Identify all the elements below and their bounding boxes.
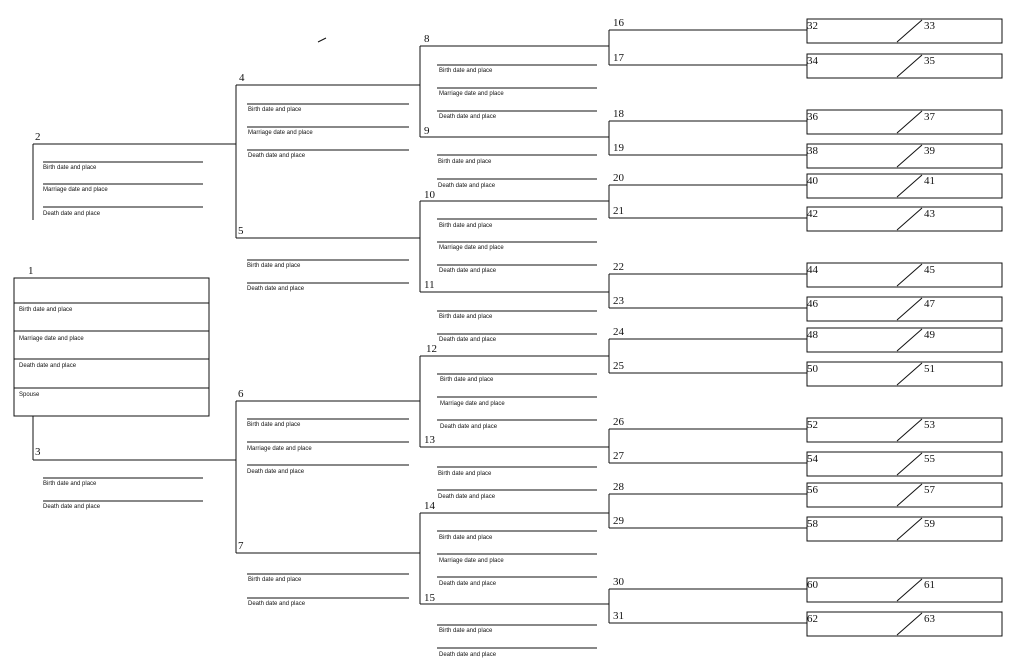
person-5 <box>236 225 420 292</box>
person-number-17: 17 <box>613 52 624 64</box>
person-4 <box>236 72 420 159</box>
marriage-label: Marriage date and place <box>439 245 504 251</box>
death-label: Death date and place <box>43 211 101 217</box>
death-label: Death date and place <box>438 494 496 500</box>
death-label: Death date and place <box>438 183 496 189</box>
person-number-6: 6 <box>238 388 244 400</box>
person-number-26: 26 <box>613 416 624 428</box>
person-26 <box>609 416 807 429</box>
parents-box-frame <box>807 612 1002 636</box>
person-number-23: 23 <box>613 295 624 307</box>
mother-number: 39 <box>924 145 935 157</box>
parents-box-frame <box>807 144 1002 168</box>
person-number-16: 16 <box>613 17 624 29</box>
parents-box <box>807 144 1002 168</box>
parents-box <box>807 517 1002 541</box>
mother-number: 51 <box>924 363 935 375</box>
father-number: 44 <box>807 264 818 276</box>
father-number: 32 <box>807 20 818 32</box>
birth-label: Birth date and place <box>438 159 492 165</box>
parents-box <box>807 612 1002 636</box>
death-label: Death date and place <box>439 114 497 120</box>
person-19 <box>609 142 807 155</box>
divider-slash <box>897 579 922 601</box>
person-number-12: 12 <box>426 343 437 355</box>
parents-box-frame <box>807 297 1002 321</box>
person-18 <box>609 108 807 121</box>
marriage-label: Marriage date and place <box>247 446 312 452</box>
person-number-19: 19 <box>613 142 624 154</box>
marriage-label: Marriage date and place <box>439 91 504 97</box>
mother-number: 53 <box>924 419 935 431</box>
parents-box-frame <box>807 483 1002 507</box>
father-number: 50 <box>807 363 818 375</box>
person-22 <box>609 261 807 274</box>
birth-label: Birth date and place <box>439 628 493 634</box>
birth-label: Birth date and place <box>247 422 301 428</box>
divider-slash <box>897 484 922 506</box>
spouse-label: Spouse <box>19 392 40 398</box>
father-number: 62 <box>807 613 818 625</box>
parents-box-frame <box>807 362 1002 386</box>
parents-box <box>807 328 1002 352</box>
father-number: 42 <box>807 208 818 220</box>
divider-slash <box>897 453 922 475</box>
person-number-21: 21 <box>613 205 624 217</box>
parents-box-frame <box>807 174 1002 198</box>
marriage-label: Marriage date and place <box>43 187 108 193</box>
death-label: Death date and place <box>248 153 306 159</box>
divider-slash <box>897 264 922 286</box>
death-label: Death date and place <box>247 469 305 475</box>
divider-slash <box>897 298 922 320</box>
mother-number: 61 <box>924 579 935 591</box>
death-label: Death date and place <box>43 504 101 510</box>
parents-box-frame <box>807 517 1002 541</box>
divider-slash <box>897 518 922 540</box>
birth-label: Birth date and place <box>438 471 492 477</box>
parents-box <box>807 452 1002 476</box>
person-14 <box>420 500 609 587</box>
person-number-10: 10 <box>424 189 435 201</box>
father-number: 38 <box>807 145 818 157</box>
parents-box <box>807 263 1002 287</box>
divider-slash <box>897 175 922 197</box>
person-number-31: 31 <box>613 610 624 622</box>
mother-number: 41 <box>924 175 935 187</box>
person-21 <box>609 205 807 218</box>
person-number-11: 11 <box>424 279 435 291</box>
parents-box-frame <box>807 19 1002 43</box>
person-30 <box>609 576 807 589</box>
parents-box <box>807 418 1002 442</box>
birth-label: Birth date and place <box>247 263 301 269</box>
death-label: Death date and place <box>439 268 497 274</box>
death-label: Death date and place <box>440 424 498 430</box>
person-number-27: 27 <box>613 450 624 462</box>
person-number-2: 2 <box>35 131 41 143</box>
person-number-5: 5 <box>238 225 244 237</box>
parents-box <box>807 362 1002 386</box>
mother-number: 57 <box>924 484 935 496</box>
person-1-box <box>14 278 209 416</box>
person-number-1: 1 <box>28 265 34 277</box>
person-number-4: 4 <box>239 72 245 84</box>
parents-box-frame <box>807 452 1002 476</box>
person-number-30: 30 <box>613 576 624 588</box>
divider-slash <box>897 419 922 441</box>
father-number: 36 <box>807 111 818 123</box>
person-28 <box>609 481 807 494</box>
birth-label: Birth date and place <box>439 314 493 320</box>
marriage-label: Marriage date and place <box>248 130 313 136</box>
death-label: Death date and place <box>248 601 306 607</box>
father-number: 60 <box>807 579 818 591</box>
father-number: 48 <box>807 329 818 341</box>
birth-label: Birth date and place <box>439 68 493 74</box>
person-number-14: 14 <box>424 500 435 512</box>
marriage-label: Marriage date and place <box>439 558 504 564</box>
parents-box-frame <box>807 418 1002 442</box>
divider-slash <box>897 145 922 167</box>
birth-label: Birth date and place <box>19 307 73 313</box>
parents-box <box>807 174 1002 198</box>
mother-number: 33 <box>924 20 935 32</box>
birth-label: Birth date and place <box>439 535 493 541</box>
parents-box-frame <box>807 328 1002 352</box>
death-label: Death date and place <box>247 286 305 292</box>
parents-box <box>807 110 1002 134</box>
parents-box <box>807 578 1002 602</box>
mother-number: 63 <box>924 613 935 625</box>
generation-5 <box>609 17 807 623</box>
mother-number: 35 <box>924 55 935 67</box>
birth-label: Birth date and place <box>440 377 494 383</box>
person-8 <box>420 33 609 120</box>
person-24 <box>609 326 807 339</box>
father-number: 40 <box>807 175 818 187</box>
divider-slash <box>897 208 922 230</box>
person-number-25: 25 <box>613 360 624 372</box>
death-label: Death date and place <box>439 337 497 343</box>
parents-box-frame <box>807 578 1002 602</box>
person-number-15: 15 <box>424 592 435 604</box>
person-number-9: 9 <box>424 125 430 137</box>
divider-slash <box>897 363 922 385</box>
parents-box-frame <box>807 207 1002 231</box>
mother-number: 49 <box>924 329 935 341</box>
parents-box-frame <box>807 110 1002 134</box>
person-number-8: 8 <box>424 33 430 45</box>
person-10 <box>420 189 609 274</box>
father-number: 46 <box>807 298 818 310</box>
divider-slash <box>897 613 922 635</box>
person-23 <box>609 295 807 308</box>
parents-box <box>807 483 1002 507</box>
person-12 <box>420 343 609 430</box>
birth-label: Birth date and place <box>439 223 493 229</box>
parents-box <box>807 297 1002 321</box>
person-31 <box>609 610 807 623</box>
person-number-3: 3 <box>35 446 41 458</box>
father-number: 34 <box>807 55 818 67</box>
father-number: 52 <box>807 419 818 431</box>
person-number-29: 29 <box>613 515 624 527</box>
father-number: 58 <box>807 518 818 530</box>
divider-slash <box>897 329 922 351</box>
father-number: 56 <box>807 484 818 496</box>
person-number-7: 7 <box>238 540 244 552</box>
person-number-24: 24 <box>613 326 624 338</box>
person-29 <box>609 515 807 528</box>
death-label: Death date and place <box>439 581 497 587</box>
parents-box-frame <box>807 263 1002 287</box>
marriage-label: Marriage date and place <box>440 401 505 407</box>
divider-slash <box>897 55 922 77</box>
parents-box <box>807 207 1002 231</box>
death-label: Death date and place <box>439 652 497 658</box>
birth-label: Birth date and place <box>43 481 97 487</box>
person-number-18: 18 <box>613 108 624 120</box>
person-2 <box>33 131 236 220</box>
person-15 <box>420 592 609 658</box>
stray-mark <box>318 38 326 42</box>
mother-number: 45 <box>924 264 935 276</box>
person-11 <box>420 279 609 343</box>
parents-box <box>807 19 1002 43</box>
mother-number: 59 <box>924 518 935 530</box>
person-7 <box>236 540 420 607</box>
person-16 <box>609 17 807 30</box>
father-number: 54 <box>807 453 818 465</box>
person-25 <box>609 360 807 373</box>
birth-label: Birth date and place <box>248 107 302 113</box>
parents-box <box>807 54 1002 78</box>
mother-number: 47 <box>924 298 935 310</box>
death-label: Death date and place <box>19 363 77 369</box>
person-27 <box>609 450 807 463</box>
person-6 <box>236 388 420 475</box>
person-number-13: 13 <box>424 434 435 446</box>
mother-number: 55 <box>924 453 935 465</box>
person-number-20: 20 <box>613 172 624 184</box>
birth-label: Birth date and place <box>248 577 302 583</box>
marriage-label: Marriage date and place <box>19 336 84 342</box>
parents-box-frame <box>807 54 1002 78</box>
person-number-22: 22 <box>613 261 624 273</box>
generation-6-boxes <box>807 19 1002 636</box>
divider-slash <box>897 111 922 133</box>
person-13 <box>420 434 609 500</box>
mother-number: 43 <box>924 208 935 220</box>
person-9 <box>420 125 609 189</box>
birth-label: Birth date and place <box>43 165 97 171</box>
person-1 <box>14 265 209 416</box>
person-20 <box>609 172 807 185</box>
mother-number: 37 <box>924 111 935 123</box>
person-3 <box>33 416 236 510</box>
person-number-28: 28 <box>613 481 624 493</box>
person-17 <box>609 52 807 65</box>
divider-slash <box>897 20 922 42</box>
